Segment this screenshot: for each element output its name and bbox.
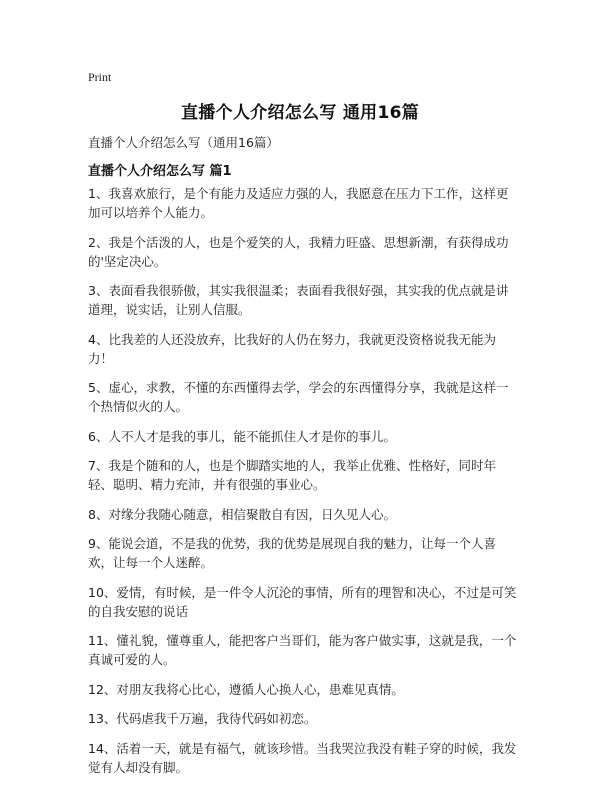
paragraph: 4、比我差的人还没放弃，比我好的人仍在努力，我就更没资格说我无能为力！: [88, 331, 496, 366]
paragraph: 8、对缘分我随心随意，相信聚散自有因，日久见人心。: [88, 506, 396, 522]
document-subtitle: 直播个人介绍怎么写（通用16篇）: [88, 135, 279, 150]
paragraph: 1、我喜欢旅行，是个有能力及适应力强的人，我愿意在压力下工作，这样更加可以培养个人能力。: [88, 186, 509, 220]
paragraph: 9、能说会道，不是我的优势，我的优势是展现自我的魅力，让每一个人喜欢，让每一个人迷醉。: [88, 536, 496, 570]
paragraph: 14、活着一天，就是有福气，就该珍惜。当我哭泣我没有鞋子穿的时候，我发觉有人却没有脚。: [88, 740, 517, 775]
paragraph: 12、对朋友我将心比心，遵循人心换人心，患难见真情。: [88, 681, 404, 697]
paragraph: 7、我是个随和的人，也是个脚踏实地的人，我举止优雅、性格好，同时年轻、聪明、精力充沛，并有很强的事业心。: [88, 458, 496, 492]
section-heading: 直播个人介绍怎么写 篇1: [88, 164, 232, 179]
paragraph: 2、我是个活泼的人，也是个爱笑的人，我精力旺盛、思想新潮，有获得成功的'坚定决心。: [88, 234, 509, 269]
paragraph-list: [88, 184, 520, 787]
paragraph: 10、爱情，有时候，是一件令人沉沦的事情，所有的理智和决心，不过是可笑的自我安慰的说话: [88, 584, 517, 619]
paragraph: 11、懂礼貌，懂尊重人，能把客户当哥们，能为客户做实事，这就是我，一个真诚可爱的人。: [88, 633, 517, 667]
paragraph: 6、人不人才是我的事儿，能不能抓住人才是你的事儿。: [88, 428, 396, 444]
document-title: 直播个人介绍怎么写 通用16篇: [180, 103, 420, 123]
paragraph: 5、虚心，求教，不懂的东西懂得去学，学会的东西懂得分享，我就是这样一个热情似火的人。: [88, 380, 509, 414]
paragraph: 3、表面看我很骄傲，其实我很温柔；表面看我很好强，其实我的优点就是讲道理，说实话，让别人信服。: [88, 283, 509, 317]
paragraph: 13、代码虐我千万遍，我待代码如初恋。: [88, 711, 317, 726]
print-label: Print: [88, 70, 112, 84]
